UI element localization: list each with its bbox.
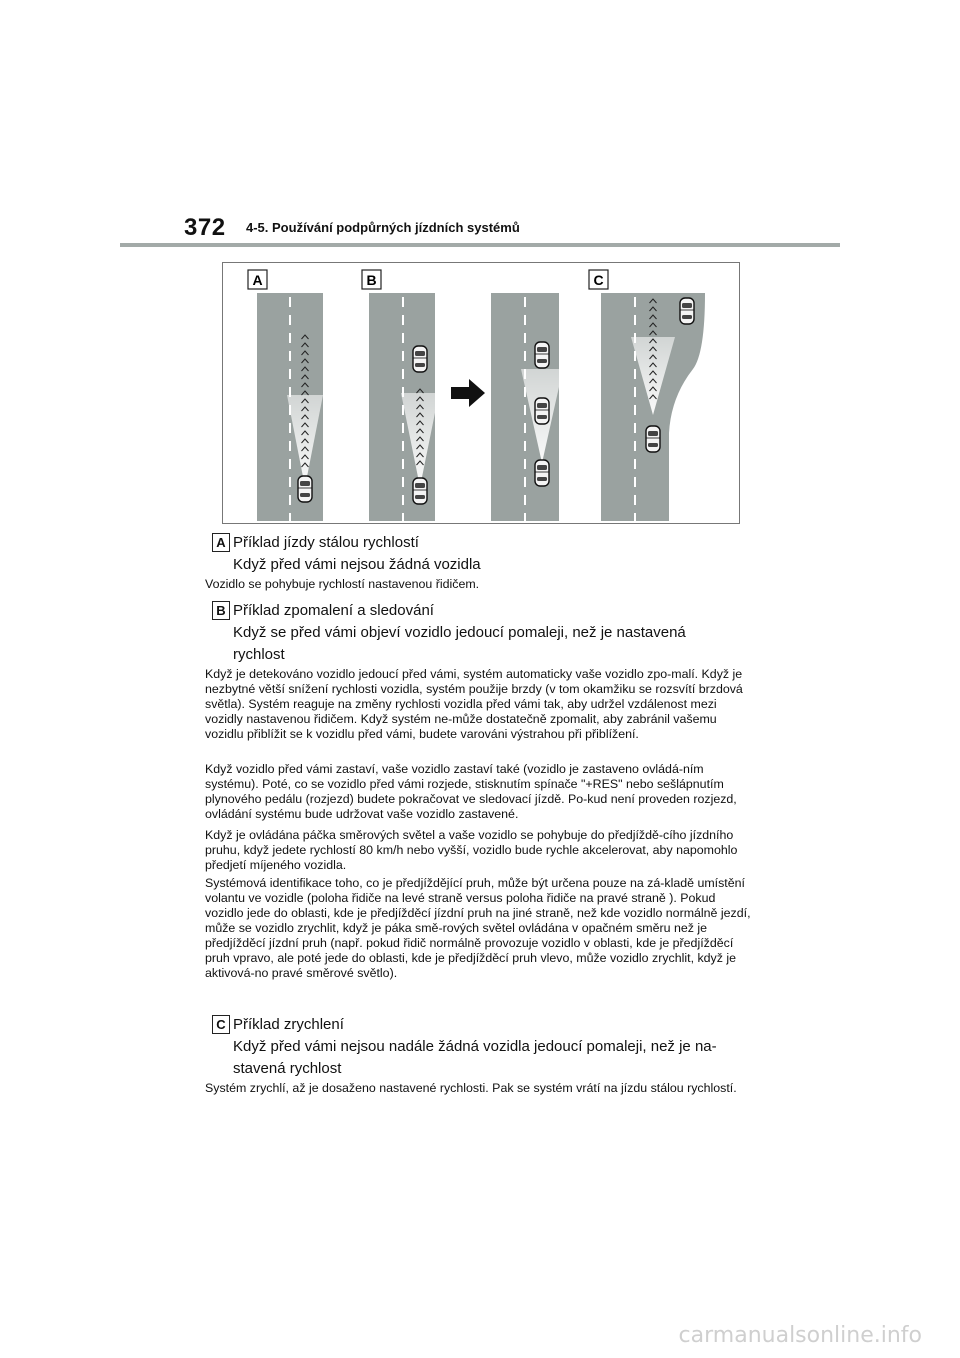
section-b-heading xyxy=(212,600,686,666)
label-box-a xyxy=(248,270,267,289)
section-a-heading xyxy=(212,532,481,576)
acc-diagram xyxy=(223,263,739,523)
section-b-paragraph-2: Když vozidlo před vámi zastaví, vaše vozidlo zastaví také (vozidlo je zastaveno ovládá-ním systému). Poté, co se vozidlo před vámi rozjede, stisknutím spínače "+RES" nebo sešlápnutím plynového pedálu (rozjezd) budete pokračovat ve sledovací jízdě. Po-kud není proveden rozjezd, ovládání systému bude udržovat vaše vozidlo zastavené. xyxy=(205,762,737,821)
section-a-title: Příklad jízdy stálou rychlostí xyxy=(233,534,419,551)
lead-vehicle-b2 xyxy=(535,342,549,368)
own-vehicle-a xyxy=(298,476,312,502)
section-c-title: Příklad zrychlení xyxy=(233,1016,344,1033)
section-a-badge: A xyxy=(212,533,230,552)
departing-vehicle-c xyxy=(680,298,694,324)
own-vehicle-b2 xyxy=(535,398,549,424)
label-a: A xyxy=(252,272,263,288)
section-b-badge: B xyxy=(212,601,230,620)
section-c-subtitle-1: Když před vámi nejsou nadále žádná vozidla jedoucí pomaleji, než je na- xyxy=(233,1038,717,1055)
label-b: B xyxy=(366,272,377,288)
page-number: 372 xyxy=(184,214,226,241)
section-b-subtitle-2: rychlost xyxy=(233,646,285,663)
section-b-paragraph-3: Když je ovládána páčka směrových světel a vaše vozidlo se pohybuje do předjíždě-cího jízdního pruhu, když jedete rychlostí 80 km/h nebo vyšší, vozidlo bude rychle akcelerovat, aby napomohlo předjetí míjeného vozidla. xyxy=(205,828,738,872)
own-vehicle-c xyxy=(646,426,660,452)
section-b-title: Příklad zpomalení a sledování xyxy=(233,602,434,619)
label-box-c xyxy=(589,270,608,289)
section-a-subtitle: Když před vámi nejsou žádná vozidla xyxy=(233,556,481,573)
section-b-subtitle-1: Když se před vámi objeví vozidlo jedoucí pomaleji, než je nastavená xyxy=(233,624,686,641)
section-c-paragraph: Systém zrychlí, až je dosaženo nastavené rychlosti. Pak se systém vrátí na jízdu stálou rychlostí. xyxy=(205,1081,737,1095)
chapter-title: 4-5. Používání podpůrných jízdních systémů xyxy=(246,220,520,235)
acc-illustration xyxy=(222,262,740,524)
section-a-paragraph: Vozidlo se pohybuje rychlostí nastavenou řidičem. xyxy=(205,577,480,591)
label-c: C xyxy=(593,272,604,288)
section-c-heading xyxy=(212,1014,717,1080)
lead-vehicle-b1 xyxy=(413,346,427,372)
label-box-b xyxy=(362,270,381,289)
header-rule xyxy=(120,243,840,247)
own-vehicle-b1 xyxy=(413,478,427,504)
transition-arrow-icon xyxy=(451,379,485,407)
section-c-subtitle-2: stavená rychlost xyxy=(233,1060,342,1077)
section-c-badge: C xyxy=(212,1015,230,1034)
section-b-paragraph-1: Když je detekováno vozidlo jedoucí před vámi, systém automaticky vaše vozidlo zpo-malí. Když je nezbytné větší snížení rychlosti vozidla, systém použije brzdy (v tom okamžiku se rozsvítí brzdová světla). Systém reaguje na změny rychlosti vozidla před vámi tak, aby udržel vzdálenost mezi vozidly nastavenou řidičem. Když systém ne-může dostatečně zpomalit, aby zabránil vašemu vozidlu přiblížit se k vozidlu před vámi, budete varováni výstrahou při přiblížení. xyxy=(205,667,743,741)
section-b-paragraph-4: Systémová identifikace toho, co je předjíždějící pruh, může být určena pouze na zá-kladě umístění volantu ve vozidle (poloha řidiče na levé straně versus poloha řidiče na pravé straně ). Pokud vozidlo jede do oblasti, kde je předjížděcí jízdní pruh na jiné straně, než kde vozidlo normálně jezdí, může se vozidlo zrychlit, když je páka smě-rových světel ovládána v opačném směru než je předjížděcí jízdní pruh (např. pokud řidič normálně provozuje vozidlo v oblasti, kde je předjížděcí pruh vpravo, ale poté jede do oblasti, kde je předjížděcí pruh vlevo, může vozidlo zrychlit, když je aktivová-no pravé směrové světlo). xyxy=(205,876,751,980)
watermark: carmanualsonline.info xyxy=(678,1323,922,1348)
following-vehicle-b2 xyxy=(535,460,549,486)
